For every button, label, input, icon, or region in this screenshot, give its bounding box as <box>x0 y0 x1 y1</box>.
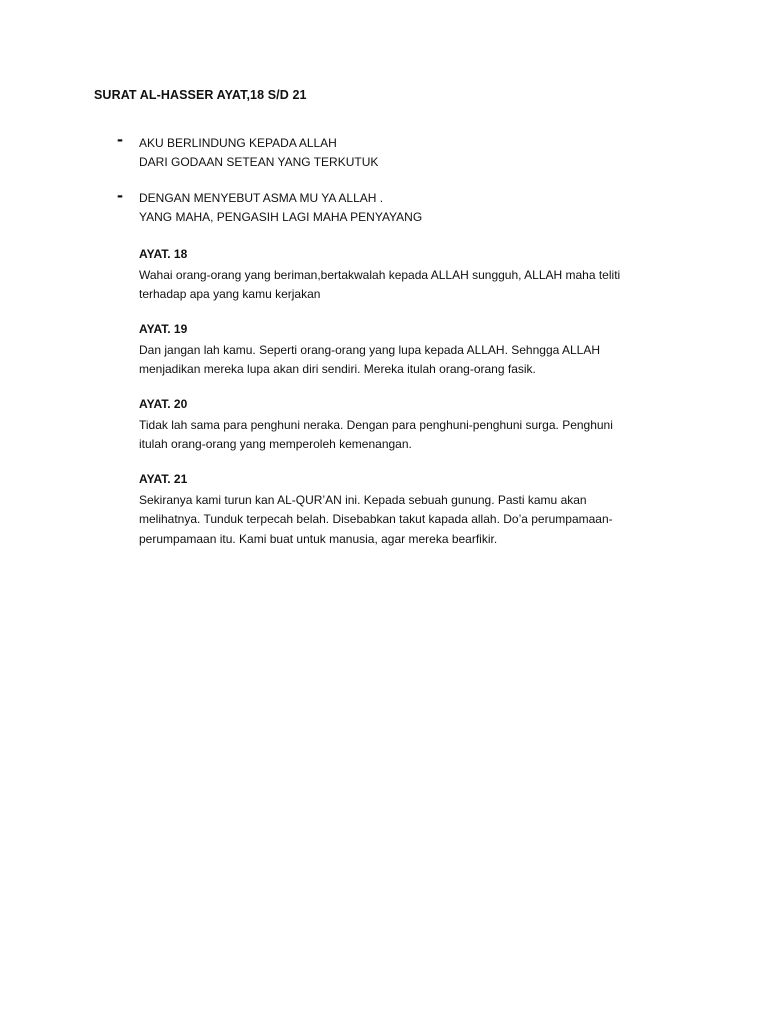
bullet-line: YANG MAHA, PENGASIH LAGI MAHA PENYAYANG <box>139 210 423 224</box>
ayat-line: Sekiranya kami turun kan AL-QUR’AN ini. Kepada sebuah gunung. Pasti kamu akan <box>139 492 587 507</box>
ayat-heading: AYAT. 19 <box>139 322 188 336</box>
bullet-line: AKU BERLINDUNG KEPADA ALLAH <box>139 136 337 150</box>
document-title: SURAT AL-HASSER AYAT,18 S/D 21 <box>94 88 307 102</box>
ayat-line: Wahai orang-orang yang beriman,bertakwalah kepada ALLAH sungguh, ALLAH maha teliti <box>139 267 621 282</box>
ayat-section-18 <box>139 245 669 305</box>
ayat-line: perumpamaan itu. Kami buat untuk manusia, agar mereka bearfikir. <box>139 531 498 546</box>
ayat-line: terhadap apa yang kamu kerjakan <box>139 287 321 301</box>
ayat-line: itulah orang-orang yang memperoleh kemenangan. <box>139 437 412 451</box>
ayat-line: Dan jangan lah kamu. Seperti orang-orang yang lupa kepada ALLAH. Sehngga ALLAH <box>139 342 600 357</box>
bullet-line: DENGAN MENYEBUT ASMA MU YA ALLAH . <box>139 191 384 205</box>
bullet-dash: - <box>117 129 123 149</box>
ayat-line: menjadikan mereka lupa akan diri sendiri. Mereka itulah orang-orang fasik. <box>139 362 536 376</box>
bullet-line: DARI GODAAN SETEAN YANG TERKUTUK <box>139 155 379 169</box>
ayat-line: melihatnya. Tunduk terpecah belah. Disebabkan takut kapada allah. Do’a perumpamaan- <box>139 512 613 526</box>
bullet-dash: - <box>117 185 123 205</box>
bullet-item-basmalah <box>139 189 422 227</box>
ayat-line: Tidak lah sama para penghuni neraka. Dengan para penghuni-penghuni surga. Penghuni <box>139 417 613 432</box>
bullet-item-taawudz <box>139 134 378 172</box>
ayat-heading: AYAT. 18 <box>139 247 188 261</box>
ayat-heading: AYAT. 21 <box>139 472 188 486</box>
ayat-section-21 <box>139 470 669 549</box>
ayat-heading: AYAT. 20 <box>139 397 188 411</box>
ayat-section-20 <box>139 395 669 455</box>
ayat-section-19 <box>139 320 669 380</box>
